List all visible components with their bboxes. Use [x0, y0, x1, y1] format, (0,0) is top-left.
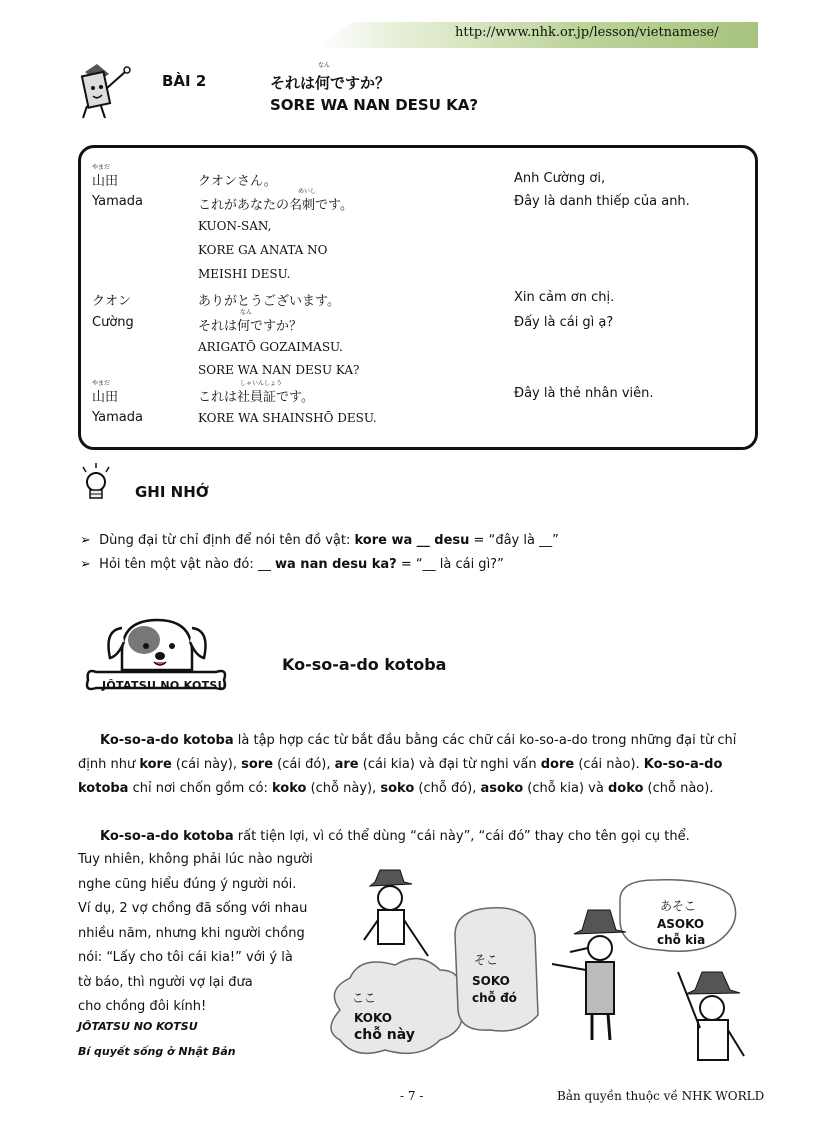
- memo-bullet-2: [80, 557, 504, 572]
- bullet-bold: kore wa __ desu: [354, 533, 470, 548]
- section-title: Ko-so-a-do kotoba: [282, 655, 447, 674]
- speaker: 山田: [92, 174, 119, 189]
- text: chỉ nơi chốn gồm có:: [128, 781, 272, 796]
- speaker: Yamada: [92, 194, 143, 209]
- title-ruby: なん: [318, 62, 331, 69]
- ruby: なん: [240, 309, 253, 316]
- ruby: やまだ: [92, 380, 111, 387]
- soko-vi: chỗ đó: [472, 991, 517, 1005]
- koko-vi: chỗ này: [354, 1027, 415, 1043]
- text-bold: koko: [271, 781, 307, 796]
- bullet-text: = “đây là __”: [469, 533, 559, 548]
- copyright: Bản quyền thuộc về NHK WORLD: [557, 1089, 765, 1103]
- lesson-label: BÀI 2: [162, 72, 207, 90]
- text-bold: kore: [139, 757, 172, 772]
- text: là tập hợp các từ bắt đầu bằng các chữ cái ko-so-a-do trong những đại từ chỉ định như: [78, 733, 737, 772]
- text-bold: Ko-so-a-do kotoba: [100, 733, 234, 748]
- caption-line: nói: “Lấy cho tôi cái kia!” với ý là: [78, 950, 293, 965]
- text-bold: asoko: [480, 781, 524, 796]
- line-jp: クオンさん。: [198, 174, 277, 189]
- logo-text: JÔTATSU NO KOTSU: [102, 679, 227, 692]
- caption-line: Tuy nhiên, không phải lúc nào người: [78, 852, 313, 867]
- soko-jp: そこ: [474, 953, 499, 967]
- text: (chỗ nào).: [643, 781, 714, 796]
- line-romaji: KORE GA ANATA NO: [198, 243, 328, 257]
- text: (chỗ kia) và: [523, 781, 608, 796]
- text: (chỗ này),: [306, 781, 381, 796]
- bullet-text: = “__ là cái gì?”: [396, 557, 504, 572]
- speaker: Yamada: [92, 410, 143, 425]
- line-romaji: SORE WA NAN DESU KA?: [198, 363, 360, 377]
- line-vi: Xin cảm ơn chị.: [514, 290, 615, 305]
- speaker: クオン: [92, 294, 132, 309]
- ruby: しゃいんしょう: [240, 380, 283, 387]
- credit-title: JÔTATSU NO KOTSU: [78, 1020, 198, 1033]
- pencil-mascot-icon: [75, 60, 135, 124]
- line-romaji: ARIGATŌ GOZAIMASU.: [198, 340, 343, 354]
- asoko-vi: chỗ kia: [657, 933, 706, 947]
- ruby: めいし: [298, 188, 317, 195]
- text-bold: are: [334, 757, 359, 772]
- arrow-bullet-icon: ➢: [80, 533, 91, 548]
- bullet-bold: wa nan desu ka?: [275, 557, 397, 572]
- koko-jp: ここ: [352, 991, 377, 1005]
- paragraph-2: [78, 825, 762, 849]
- ruby: やまだ: [92, 164, 111, 171]
- text: (chỗ đó),: [414, 781, 481, 796]
- text-bold: Ko-so-a-do kotoba: [78, 757, 723, 796]
- credit-subtitle: Bí quyết sống ở Nhật Bản: [78, 1045, 236, 1058]
- caption-line: tờ báo, thì người vợ lại đưa: [78, 974, 253, 990]
- caption-block: [78, 848, 313, 1020]
- caption-line: nhiều năm, nhưng khi người chồng: [78, 925, 305, 941]
- soko-romaji: SOKO: [472, 974, 510, 988]
- text-bold: dore: [540, 757, 575, 772]
- line-jp: ありがとうございます。: [198, 294, 340, 309]
- asoko-romaji: ASOKO: [657, 917, 705, 931]
- page-number: - 7 -: [400, 1089, 424, 1103]
- header-url[interactable]: http://www.nhk.or.jp/lesson/vietnamese/: [455, 25, 719, 40]
- line-romaji: MEISHI DESU.: [198, 267, 291, 281]
- text: rất tiện lợi, vì có thể dùng “cái này”, “cái đó” thay cho tên gọi cụ thể.: [233, 829, 690, 844]
- caption-line: nghe cũng hiểu đúng ý người nói.: [78, 876, 297, 892]
- lesson-title-romaji: SORE WA NAN DESU KA?: [270, 96, 479, 114]
- text-bold: soko: [380, 781, 415, 796]
- line-vi: Đấy là cái gì ạ?: [514, 315, 614, 330]
- line-vi: Anh Cường ơi,: [514, 171, 606, 186]
- dog-mascot-icon: [82, 612, 232, 708]
- line-jp: これは社員証です。: [198, 390, 314, 405]
- lesson-title-jp: それは何ですか？: [270, 74, 391, 92]
- paragraph-1: [78, 729, 762, 801]
- koko-romaji: KOKO: [354, 1011, 392, 1025]
- line-jp: これがあなたの名刺です。: [198, 198, 353, 213]
- text-bold: doko: [607, 781, 644, 796]
- lightbulb-icon: [76, 462, 116, 502]
- bullet-text: Dùng đại từ chỉ định để nói tên đồ vật:: [99, 533, 355, 548]
- line-vi: Đây là thẻ nhân viên.: [514, 386, 654, 401]
- asoko-jp: あそこ: [660, 899, 697, 913]
- line-romaji: KORE WA SHAINSHŌ DESU.: [198, 411, 377, 425]
- line-romaji: KUON-SAN,: [198, 219, 272, 233]
- memo-bullet-1: [80, 533, 559, 548]
- text: (cái này),: [171, 757, 242, 772]
- bullet-text: Hỏi tên một vật nào đó: __: [99, 557, 275, 572]
- line-vi: Đây là danh thiếp của anh.: [514, 194, 690, 209]
- caption-line: Ví dụ, 2 vợ chồng đã sống với nhau: [78, 901, 308, 916]
- speaker: Cường: [92, 315, 134, 330]
- dialog-box: [78, 145, 758, 450]
- memo-title: GHI NHỚ: [135, 483, 209, 501]
- caption-line: cho chồng đôi kính!: [78, 999, 207, 1014]
- text: (cái đó),: [273, 757, 335, 772]
- text-bold: Ko-so-a-do kotoba: [100, 829, 234, 844]
- arrow-bullet-icon: ➢: [80, 557, 91, 572]
- text: (cái nào).: [574, 757, 644, 772]
- text-bold: sore: [241, 757, 274, 772]
- line-jp: それは何ですか？: [198, 319, 303, 334]
- text: (cái kia) và đại từ nghi vấn: [358, 757, 541, 772]
- speaker: 山田: [92, 390, 119, 405]
